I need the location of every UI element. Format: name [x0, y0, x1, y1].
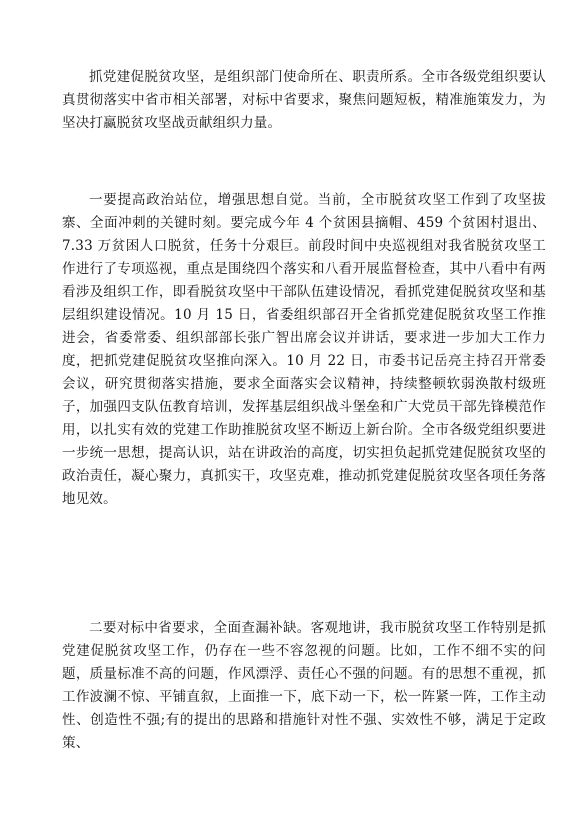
paragraph-benchmark-requirements: 二要对标中省要求，全面查漏补缺。客观地讲，我市脱贫攻坚工作特别是抓党建促脱贫攻坚工作，仍存在一些不容忽视的问题。比如，工作不细不实的问题，质量标准不高的问题，作风漂浮、责任心不强的问题。有的思想不重视，抓工作波澜不惊、平铺直叙，上面推一下，底下动一下，松一阵紧一阵，工作主动性、创造性不强;有的提出的思路和措施针对性不强、实效性不够，满足于定政策、 — [62, 620, 546, 751]
paragraph-political-awareness: 一要提高政治站位，增强思想自觉。当前，全市脱贫攻坚工作到了攻坚拔寨、全面冲刺的关键时刻。要完成今年 4 个贫困县摘帽、459 个贫困村退出、7.33 万贫困人口脱贫，任务十分艰巨。前段时间中央巡视组对我省脱贫攻坚工作进行了专项巡视，重点是围绕四个落实和八看开展监督检查，其中八看中有两看涉及组织工作，即看脱贫攻坚中干部队伍建设情况，看抓党建促脱贫攻坚和基层组织建设情况。10 月 15 日，省委组织部召开全省抓党建促脱贫攻坚工作推进会，省委常委、组织部部长张广智出席会议并讲话，要求进一步加大工作力度，把抓党建促脱贫攻坚推向深入。10 月 22 日，市委书记岳亮主持召开常委会议，研究贯彻落实措施，要求全面落实会议精神，持续整顿软弱涣散村级班子，加强四支队伍教育培训，发挥基层组织战斗堡垒和广大党员干部先锋模范作用，以扎实有效的党建工作助推脱贫攻坚不断迈上新台阶。全市各级党组织要进一步统一思想，提高认识，站在讲政治的高度，切实担负起抓党建促脱贫攻坚的政治责任，凝心聚力，真抓实干，攻坚克难，推动抓党建促脱贫攻坚各项任务落地见效。 — [62, 192, 546, 507]
paragraph-intro: 抓党建促脱贫攻坚，是组织部门使命所在、职责所系。全市各级党组织要认真贯彻落实中省市相关部署，对标中省要求，聚焦问题短板，精准施策发力，为坚决打赢脱贫攻坚战贡献组织力量。 — [62, 69, 546, 131]
